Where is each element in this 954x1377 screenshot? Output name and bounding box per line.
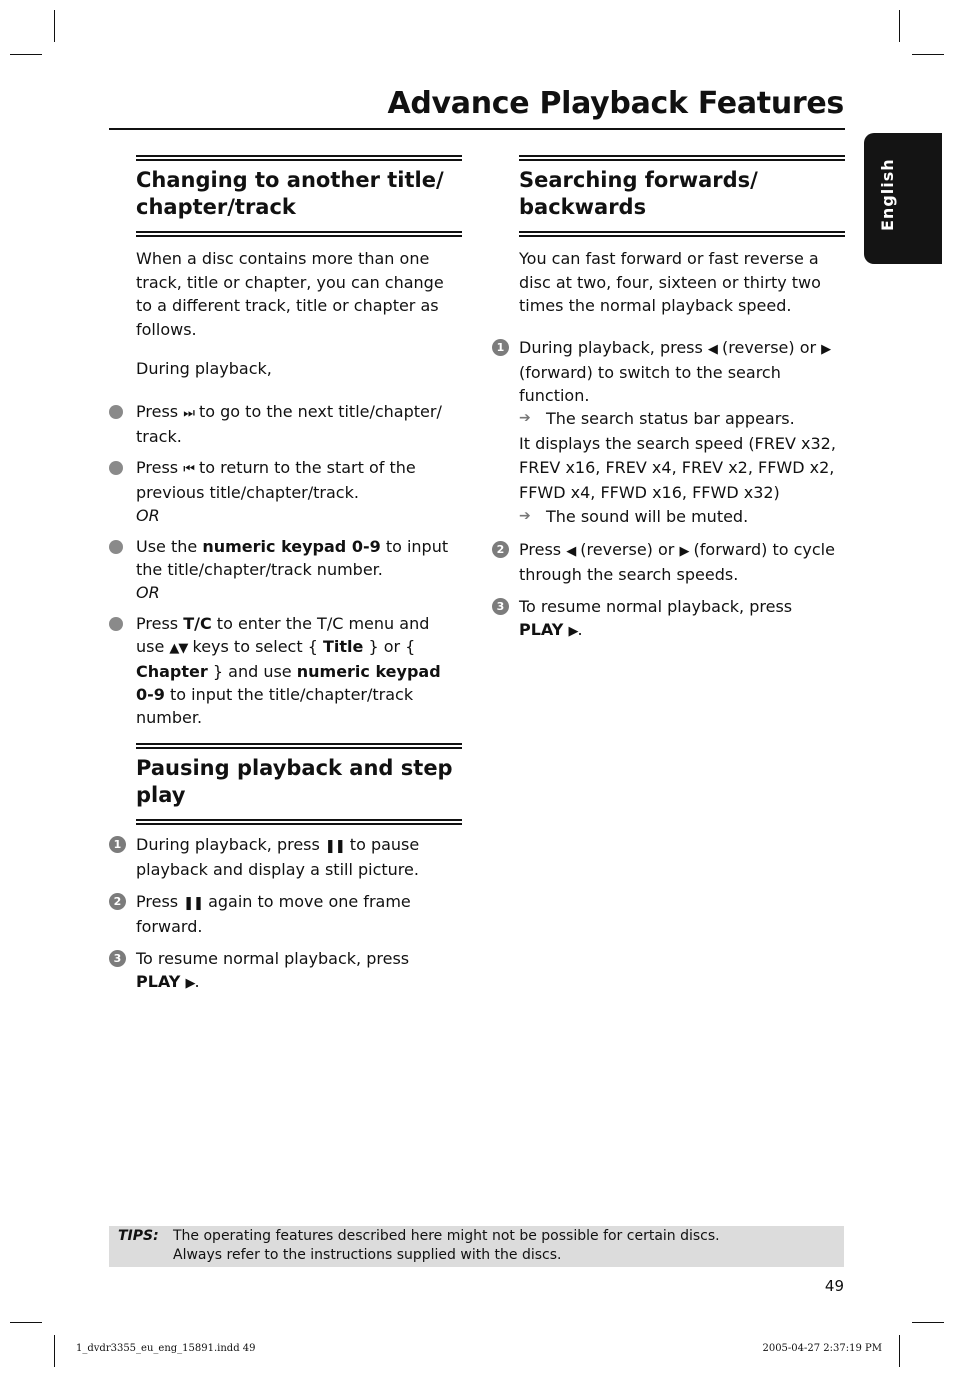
bullet-icon — [109, 540, 123, 554]
step-number-icon: 2 — [492, 541, 509, 558]
pause-icon: ❚❚ — [324, 839, 345, 854]
language-tab — [864, 133, 942, 264]
right-column — [496, 146, 845, 643]
section-lead: During playback, — [136, 359, 272, 378]
play-icon: ▶ — [568, 624, 578, 639]
forward-icon: ▶ — [821, 341, 831, 357]
step-number-icon: 3 — [492, 598, 509, 615]
previous-icon: ⏮ — [183, 461, 194, 477]
tips-text — [173, 1227, 720, 1265]
section-heading — [519, 146, 845, 239]
next-icon: ⏭ — [183, 405, 194, 421]
step-item: 3 To resume normal playback, press PLAY ▶. — [136, 947, 462, 995]
step-item: 1 During playback, press ◀ (reverse) or ▶ (forward) to switch to the search function. ➔ The search status bar appears. It displays the search speed (FREV x32, FREV x16, FREV x4, FREV x2, FFWD x2, FFWD x4, FFWD x16, FFWD x32) ➔ The sound will be muted. — [519, 336, 845, 529]
pause-icon: ❚❚ — [183, 896, 203, 911]
timestamp-slug: 2005-04-27 2:37:19 PM — [762, 1343, 882, 1354]
crop-mark — [912, 1322, 944, 1323]
step-item: 1 During playback, press ❚❚ to pause playback and display a still picture. — [136, 833, 462, 881]
left-column-lower — [113, 734, 462, 995]
play-icon: ▶ — [185, 976, 195, 991]
step-item: 2 Press ◀ (reverse) or ▶ (forward) to cycle through the search speeds. — [519, 538, 845, 586]
or-label: OR — [136, 505, 160, 525]
page-number: 49 — [824, 1277, 844, 1295]
crop-mark — [54, 1335, 55, 1367]
page-title: Advance Playback Features — [387, 86, 844, 121]
list-item: Use the numeric keypad 0-9 to input the title/chapter/track number. OR — [136, 535, 462, 604]
list-item: Press ⏮ to return to the start of the previous title/chapter/track. OR — [136, 456, 462, 527]
result-arrow-icon: ➔ — [519, 508, 531, 524]
result-line: ➔ The search status bar appears. — [519, 408, 795, 428]
section-heading — [136, 146, 462, 239]
step-item: 3 To resume normal playback, press PLAY ▶. — [519, 595, 845, 643]
result-line: ➔ The sound will be muted. — [519, 507, 749, 526]
bullet-icon — [109, 461, 123, 475]
section-intro: When a disc contains more than one track, title or chapter, you can change to a different track, title or chapter as follows. — [136, 249, 444, 339]
section-intro: You can fast forward or fast reverse a disc at two, four, sixteen or thirty two times the normal playback speed. — [519, 249, 821, 315]
step-item: 2 Press ❚❚ again to move one frame forward. — [136, 890, 462, 938]
section-heading — [136, 734, 462, 827]
step-number-icon: 1 — [492, 339, 509, 356]
result-arrow-icon: ➔ — [519, 409, 531, 426]
tips-line: Always refer to the instructions supplied with the discs. — [173, 1247, 562, 1263]
crop-mark — [912, 54, 944, 55]
bullet-icon — [109, 617, 123, 631]
crop-mark — [899, 10, 900, 42]
section-title-searching: Searching forwards/ backwards — [519, 168, 758, 219]
step-number-icon: 2 — [109, 893, 126, 910]
list-item: Press ⏭ to go to the next title/chapter/ track. — [136, 400, 462, 448]
crop-mark — [54, 10, 55, 42]
crop-mark — [899, 1335, 900, 1367]
forward-icon: ▶ — [679, 544, 689, 559]
or-label: OR — [136, 582, 160, 602]
step-number-icon: 1 — [109, 836, 126, 853]
list-item: Press T/C to enter the T/C menu and use ▲▼ keys to select { Title } or { Chapter } and use numeric keypad 0-9 to input the title/chapter/track number. — [136, 612, 462, 729]
title-rule — [109, 128, 845, 130]
bullet-icon — [109, 405, 123, 419]
reverse-icon: ◀ — [566, 544, 576, 559]
crop-mark — [10, 54, 42, 55]
crop-mark — [10, 1322, 42, 1323]
reverse-icon: ◀ — [707, 341, 717, 357]
up-down-arrows-icon: ▲▼ — [169, 640, 188, 656]
left-column — [136, 146, 462, 729]
tips-box — [109, 1226, 844, 1267]
language-tab-label: English — [878, 158, 897, 231]
search-speed-text: It displays the search speed (FREV x32, FREV x16, FREV x4, FREV x2, FFWD x2, FFWD x4, FFWD x16, FFWD x32) — [519, 433, 836, 502]
section-title-pausing: Pausing playback and step play — [136, 756, 453, 807]
section-title-changing: Changing to another title/ chapter/track — [136, 168, 444, 219]
tips-line: The operating features described here might not be possible for certain discs. — [173, 1228, 720, 1244]
tips-label: TIPS: — [118, 1228, 159, 1244]
file-slug: 1_dvdr3355_eu_eng_15891.indd 49 — [76, 1343, 256, 1354]
step-number-icon: 3 — [109, 950, 126, 967]
